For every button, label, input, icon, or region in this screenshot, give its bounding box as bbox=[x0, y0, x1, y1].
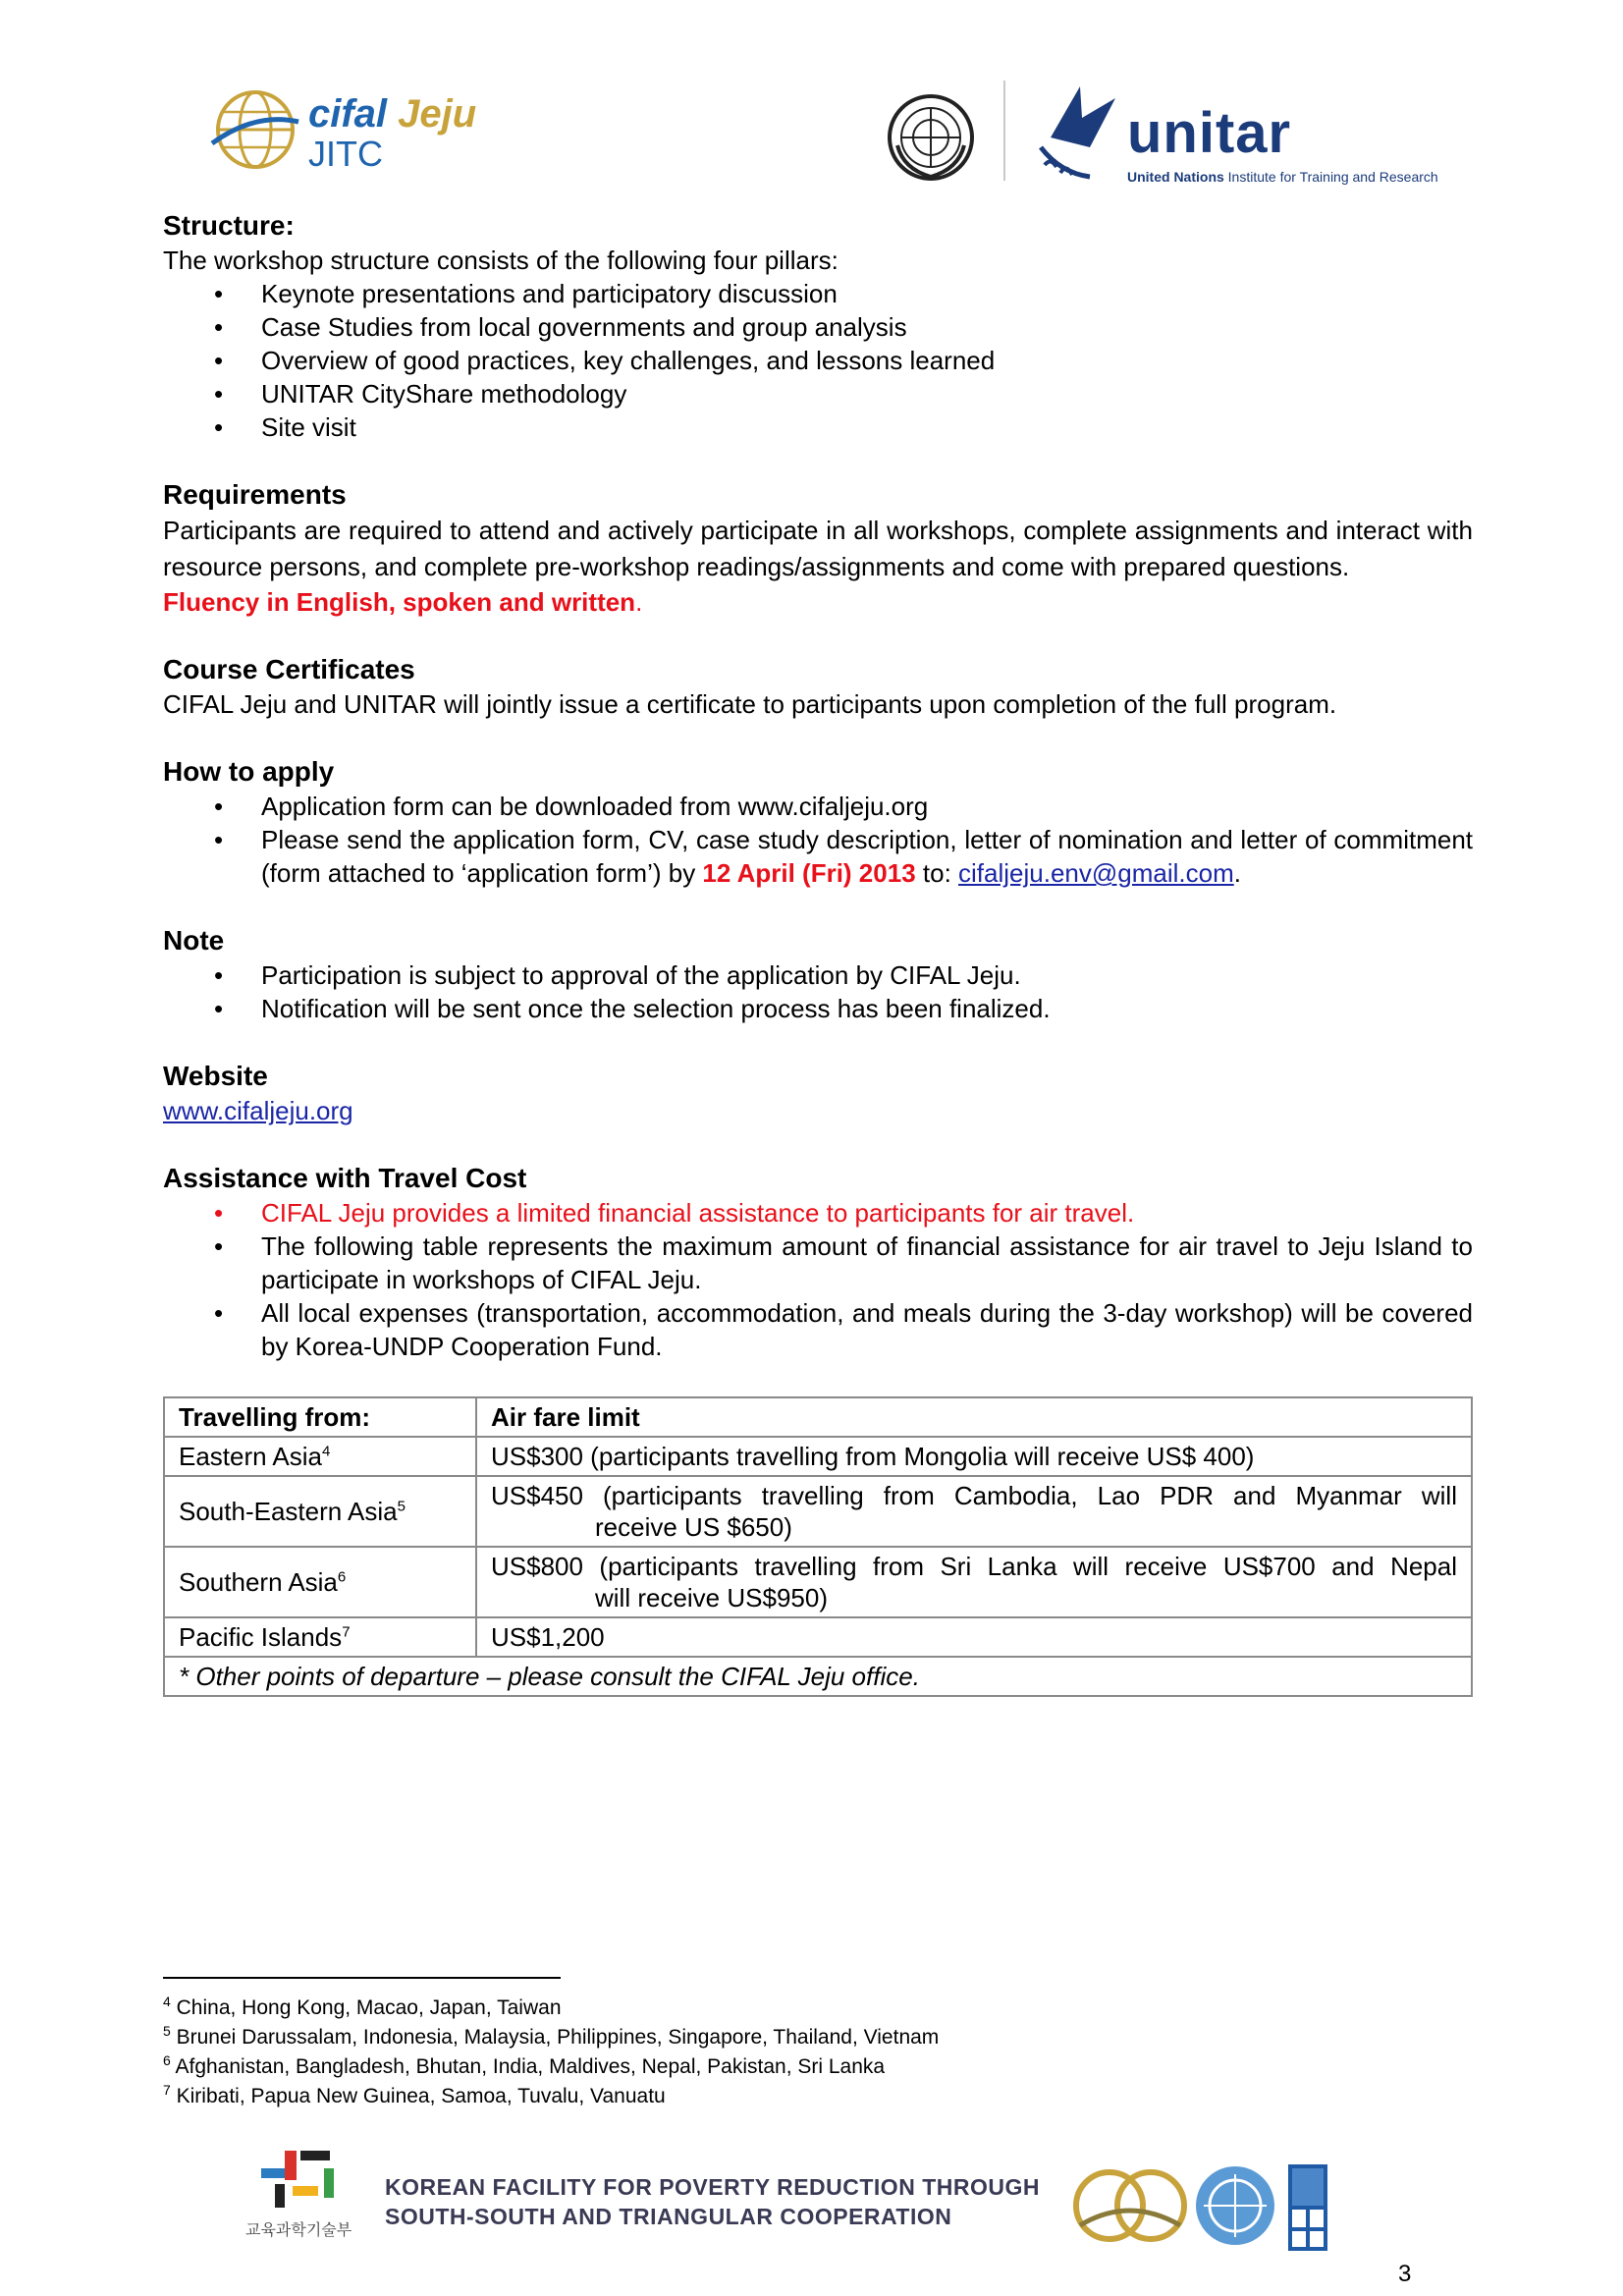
cifal-sub-text: JITC bbox=[308, 134, 383, 174]
footnote: $^7$ Kiribati, Papua New Guinea, Samoa, Tuvalu, Vanuatu bbox=[163, 2082, 666, 2107]
list-item: • Keynote presentations and participatory discussion bbox=[163, 277, 1473, 310]
limit-cell: US$300 (participants travelling from Mongolia will receive US$ 400) bbox=[476, 1437, 1472, 1476]
ministry-name: 교육과학기술부 bbox=[245, 2222, 352, 2239]
list-item: • Notification will be sent once the selection process has been finalized. bbox=[163, 992, 1473, 1025]
table-note-row bbox=[164, 1657, 1472, 1696]
list-item: • UNITAR CityShare methodology bbox=[163, 377, 1473, 410]
table-row bbox=[164, 1617, 1472, 1657]
region-cell: South-Eastern Asia$^5$ bbox=[164, 1476, 476, 1547]
list-item: • Participation is subject to approval of the application by CIFAL Jeju. bbox=[163, 958, 1473, 992]
ministry-emblem-icon bbox=[245, 2147, 353, 2215]
travel-heading: Assistance with Travel Cost bbox=[163, 1163, 527, 1193]
header-logo-divider bbox=[1003, 81, 1005, 181]
table-header-cell: Travelling from: bbox=[164, 1397, 476, 1437]
footnote: $^6$ Afghanistan, Bangladesh, Bhutan, India, Maldives, Nepal, Pakistan, Sri Lanka bbox=[163, 2052, 886, 2078]
footnote: $^5$ Brunei Darussalam, Indonesia, Malaysia, Philippines, Singapore, Thailand, Vietnam bbox=[163, 2023, 940, 2049]
footnote-divider bbox=[163, 1977, 561, 1979]
footnotes bbox=[163, 1994, 939, 2111]
note-list bbox=[163, 958, 1473, 1025]
document-body bbox=[163, 208, 1473, 1697]
note-heading: Note bbox=[163, 925, 225, 956]
list-item: • CIFAL Jeju provides a limited financial assistance to participants for air travel. bbox=[163, 1196, 1473, 1230]
structure-heading: Structure: bbox=[163, 210, 295, 241]
website-heading: Website bbox=[163, 1061, 268, 1091]
list-item: • Case Studies from local governments and group analysis bbox=[163, 310, 1473, 344]
region-cell: Eastern Asia$^4$ bbox=[164, 1437, 476, 1476]
table-row bbox=[164, 1437, 1472, 1476]
globe-icon bbox=[208, 82, 302, 177]
ministry-logo bbox=[245, 2147, 363, 2245]
limit-cell: US$800 (participants travelling from Sri Lanka will receive US$700 and Nepal will receive US$950) bbox=[476, 1547, 1472, 1617]
table-row bbox=[164, 1476, 1472, 1547]
cifal-jeju-logo bbox=[208, 82, 493, 173]
limit-cell: US$1,200 bbox=[476, 1617, 1472, 1657]
unitar-bird-icon bbox=[1021, 79, 1127, 187]
list-item: • Application form can be downloaded from www.cifaljeju.org bbox=[163, 790, 1473, 823]
deadline-date: 12 April (Fri) 2013 bbox=[702, 858, 916, 888]
table-note: * Other points of departure – please consult the CIFAL Jeju office. bbox=[164, 1657, 1472, 1696]
table-header-cell: Air fare limit bbox=[476, 1397, 1472, 1437]
region-cell: Southern Asia$^6$ bbox=[164, 1547, 476, 1617]
list-item: • Overview of good practices, key challenges, and lessons learned bbox=[163, 344, 1473, 377]
list-item: • Site visit bbox=[163, 410, 1473, 444]
apply-heading: How to apply bbox=[163, 756, 335, 787]
fluency-note: Fluency in English, spoken and written. bbox=[163, 587, 643, 617]
unitar-wordmark: unitar bbox=[1127, 101, 1292, 165]
unitar-logo bbox=[1021, 79, 1483, 187]
list-item: • All local expenses (transportation, accommodation, and meals during the 3-day workshop) will be covered by Korea-UNDP Cooperation Fund. bbox=[163, 1296, 1473, 1363]
apply-list bbox=[163, 790, 1473, 890]
certificates-heading: Course Certificates bbox=[163, 654, 415, 684]
travel-list bbox=[163, 1196, 1473, 1363]
structure-list bbox=[163, 277, 1473, 444]
region-cell: Pacific Islands$^7$ bbox=[164, 1617, 476, 1657]
page-number: 3 bbox=[1398, 2261, 1412, 2287]
certificates-text: CIFAL Jeju and UNITAR will jointly issue a certificate to participants upon completion of the full program. bbox=[163, 689, 1337, 719]
website-link[interactable]: www.cifaljeju.org bbox=[163, 1096, 353, 1125]
air-fare-table bbox=[163, 1396, 1473, 1697]
un-emblem-icon bbox=[884, 90, 978, 185]
table-row bbox=[164, 1547, 1472, 1617]
unitar-tagline: United Nations Institute for Training and Research bbox=[1127, 169, 1438, 185]
email-link[interactable]: cifaljeju.env@gmail.com bbox=[958, 858, 1234, 888]
requirements-heading: Requirements bbox=[163, 479, 347, 510]
limit-cell: US$450 (participants travelling from Cambodia, Lao PDR and Myanmar will receive US $650) bbox=[476, 1476, 1472, 1547]
footer-facility-text: KOREAN FACILITY FOR POVERTY REDUCTION THROUGH SOUTH-SOUTH AND TRIANGULAR COOPERATION bbox=[385, 2174, 1040, 2229]
partner-logos-icon bbox=[1070, 2157, 1365, 2255]
structure-intro: The workshop structure consists of the following four pillars: bbox=[163, 246, 839, 275]
cifal-brand-text: cifal Jeju bbox=[308, 92, 477, 136]
list-item: • Please send the application form, CV, case study description, letter of nomination and letter of commitment (form attached to ‘application form’) by 12 April (Fri) 2013 to: cifaljeju.env@gmail.com. bbox=[163, 823, 1473, 890]
list-item: • The following table represents the maximum amount of financial assistance for air travel to Jeju Island to participate in workshops of CIFAL Jeju. bbox=[163, 1230, 1473, 1296]
requirements-text: Participants are required to attend and actively participate in all workshops, complete assignments and interact with resource persons, and complete pre-workshop readings/assignments and come with prepared questions. bbox=[163, 516, 1473, 581]
footnote: $^4$ China, Hong Kong, Macao, Japan, Taiwan bbox=[163, 1994, 562, 2019]
table-header-row bbox=[164, 1397, 1472, 1437]
